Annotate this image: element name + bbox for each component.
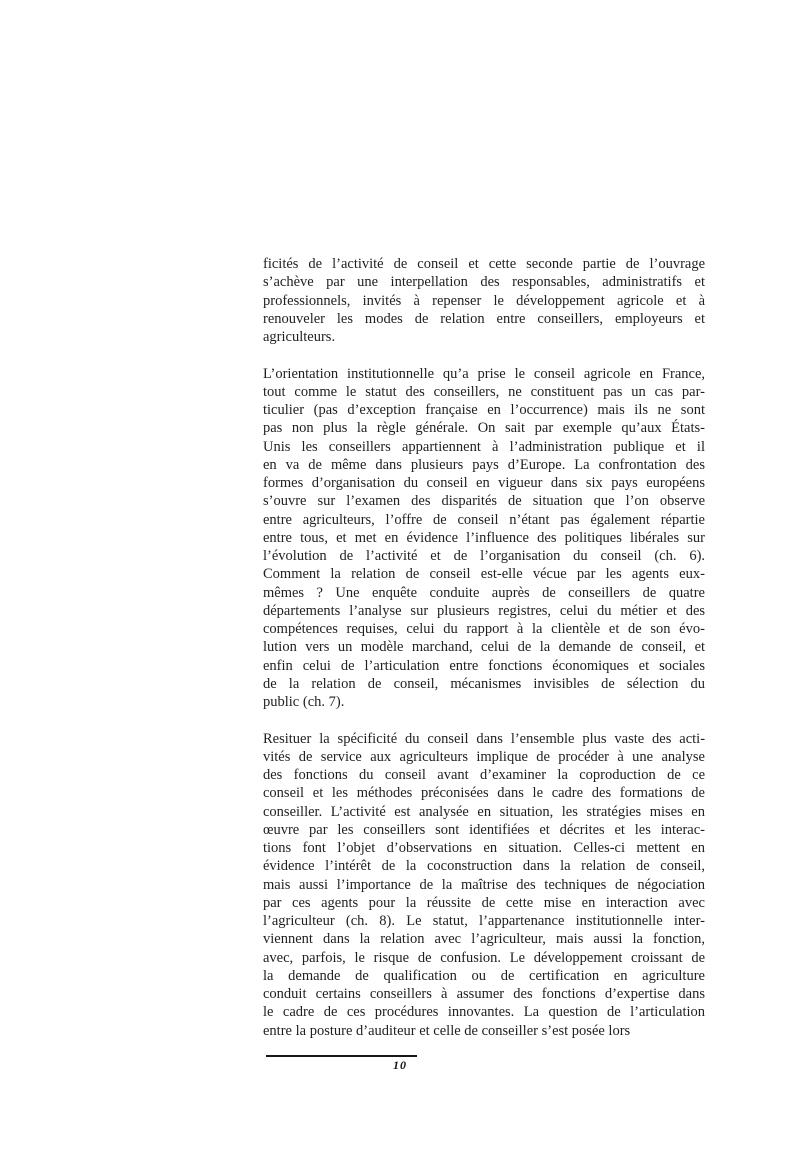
text-line: compétences requises, celui du rapport à la clientèle et de son évo- bbox=[263, 621, 705, 637]
text-line: par ces agents pour la réussite de cette mise en interaction avec bbox=[263, 894, 705, 911]
text-line: de la relation de conseil, mécanismes invisibles de sélection du bbox=[263, 675, 706, 692]
footnote-rule bbox=[266, 1055, 417, 1057]
text-line: des fonctions du conseil avant d’examiner la coproduction de ce bbox=[263, 767, 706, 783]
paragraph bbox=[263, 730, 705, 1040]
text-line: formes d’organisation du conseil en vigueur dans six pays européens bbox=[263, 475, 705, 491]
text-line: renouveler les modes de relation entre conseillers, employeurs et bbox=[263, 310, 705, 327]
text-line: conseiller. L’activité est analysée en situation, les stratégies mises en bbox=[263, 803, 705, 820]
text-line: agriculteurs. bbox=[263, 329, 336, 345]
text-line: lution vers un modèle marchand, celui de la demande de conseil, et bbox=[263, 639, 706, 656]
text-line: professionnels, invités à repenser le développement agricole et à bbox=[263, 292, 706, 309]
text-line: s’ouvre sur l’examen des disparités de situation que l’on observe bbox=[263, 493, 706, 510]
text-line: entre agriculteurs, l’offre de conseil n’étant pas également répartie bbox=[263, 511, 705, 528]
text-line: mais aussi l’importance de la maîtrise des techniques de négociation bbox=[263, 876, 705, 893]
text-line: l’agriculteur (ch. 8). Le statut, l’appartenance institutionnelle inter- bbox=[263, 913, 705, 929]
text-line: conduit certains conseillers à assumer des fonctions d’expertise dans bbox=[263, 986, 705, 1002]
text-line: viennent dans la relation avec l’agriculteur, mais aussi la fonction, bbox=[263, 931, 705, 948]
text-line: le cadre de ces procédures innovantes. La question de l’articulation bbox=[263, 1004, 706, 1021]
text-line: en va de même dans plusieurs pays d’Europe. La confrontation des bbox=[263, 456, 705, 473]
text-line: enfin celui de l’articulation entre fonctions économiques et sociales bbox=[263, 657, 705, 674]
text-line: mêmes ? Une enquête conduite auprès de conseillers de quatre bbox=[263, 584, 705, 601]
text-line: la demande de qualification ou de certification en agriculture bbox=[263, 967, 705, 984]
text-line: Unis les conseillers appartiennent à l’administration publique et il bbox=[263, 438, 705, 455]
text-line: avec, parfois, le risque de confusion. Le développement croissant de bbox=[263, 949, 706, 966]
text-line: œuvre par les conseillers sont identifiées et décrites et les interac- bbox=[263, 821, 705, 838]
text-line: tout comme le statut des conseillers, ne constituent pas un cas par- bbox=[263, 383, 705, 400]
text-line: Comment la relation de conseil est-elle vécue par les agents eux- bbox=[263, 566, 705, 583]
text-line: ticulier (pas d’exception française en l’occurrence) mais ils ne sont bbox=[263, 402, 705, 418]
text-block bbox=[263, 255, 705, 1040]
text-line: entre tous, et met en évidence l’influence des politiques libérales sur bbox=[263, 529, 705, 546]
paragraph bbox=[263, 255, 705, 346]
text-line: évidence l’intérêt de la coconstruction dans la relation de conseil, bbox=[263, 858, 705, 875]
text-line: vités de service aux agriculteurs implique de procéder à une analyse bbox=[263, 748, 705, 765]
text-line: conseil et les méthodes préconisées dans le cadre des formations de bbox=[263, 785, 705, 802]
text-line: L’orientation institutionnelle qu’a prise le conseil agricole en France, bbox=[263, 365, 706, 382]
text-line: ficités de l’activité de conseil et cette seconde partie de l’ouvrage bbox=[263, 256, 706, 272]
text-line: public (ch. 7). bbox=[263, 694, 345, 710]
paragraph bbox=[263, 365, 705, 712]
text-line: Resituer la spécificité du conseil dans l’ensemble plus vaste des acti- bbox=[263, 730, 706, 747]
text-line: entre la posture d’auditeur et celle de conseiller s’est posée lors bbox=[263, 1022, 631, 1039]
text-line: pas non plus la règle générale. On sait par exemple qu’aux États- bbox=[263, 420, 705, 437]
text-line: départements l’analyse sur plusieurs registres, celui du métier et des bbox=[263, 602, 706, 619]
page-number: 10 bbox=[393, 1058, 407, 1072]
text-line: tions font l’objet d’observations en situation. Celles-ci mettent en bbox=[263, 840, 705, 856]
text-line: s’achève par une interpellation des responsables, administratifs et bbox=[263, 274, 705, 291]
text-line: l’évolution de l’activité et de l’organisation du conseil (ch. 6). bbox=[263, 548, 706, 564]
